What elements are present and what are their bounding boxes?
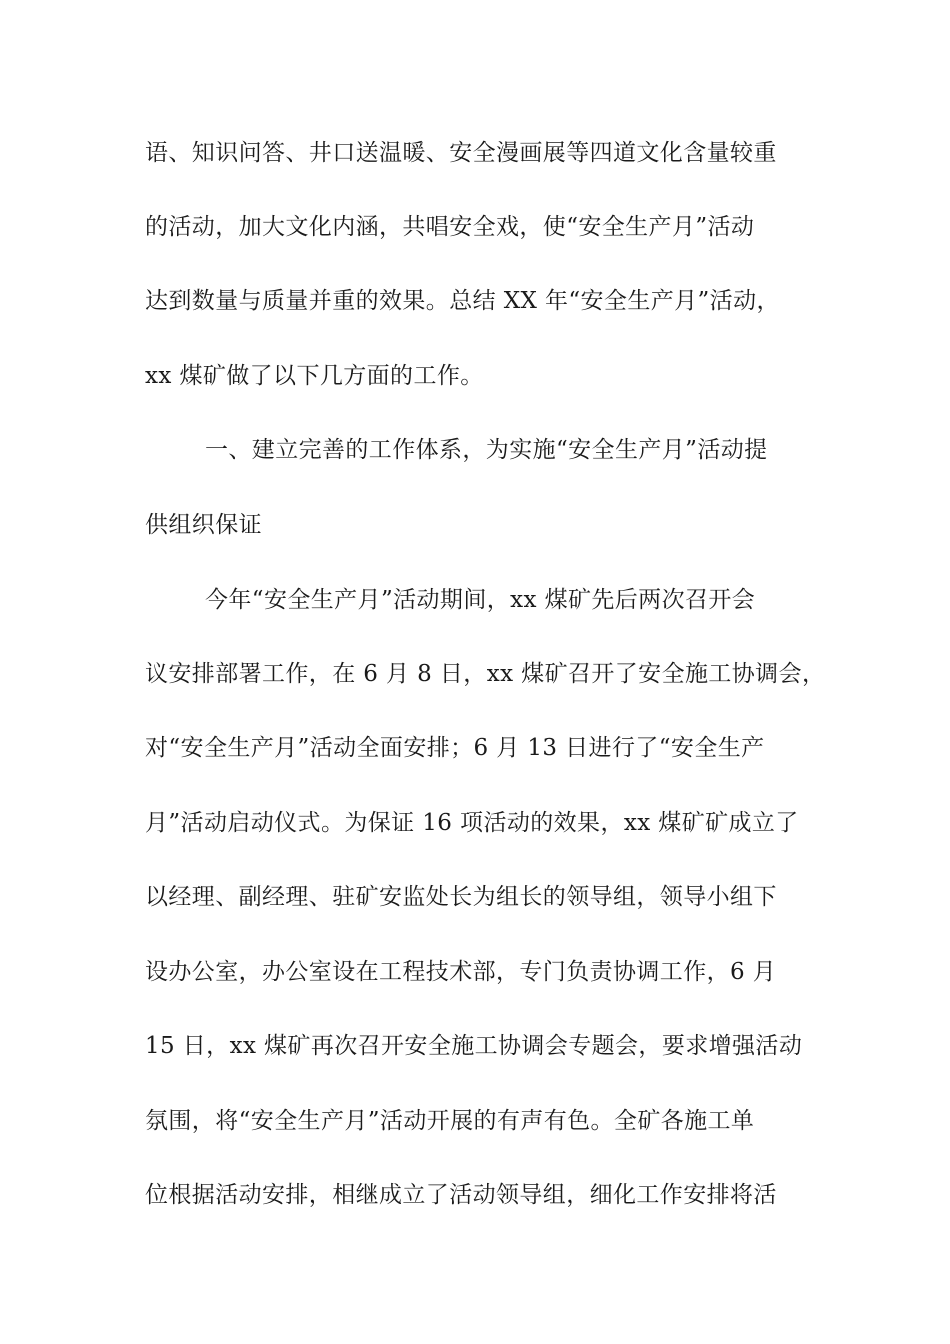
text-line: 氛围，将“安全生产月”活动开展的有声有色。全矿各施工单 — [145, 1108, 755, 1134]
section-heading-line: 供组织保证 — [145, 512, 262, 538]
text-line: 对“安全生产月”活动全面安排；6 月 13 日进行了“安全生产 — [145, 735, 765, 761]
text-line: 今年“安全生产月”活动期间，xx 煤矿先后两次召开会 — [205, 587, 756, 613]
text-line: 语、知识问答、井口送温暖、安全漫画展等四道文化含量较重 — [145, 140, 777, 166]
text-line: 达到数量与质量并重的效果。总结 XX 年“安全生产月”活动， — [145, 288, 780, 314]
text-line: 位根据活动安排，相继成立了活动领导组，细化工作安排将活 — [145, 1182, 777, 1208]
text-line: 设办公室，办公室设在工程技术部，专门负责协调工作，6 月 — [145, 959, 777, 985]
section-heading-line: 一、建立完善的工作体系，为实施“安全生产月”活动提 — [205, 437, 768, 463]
text-line: 以经理、副经理、驻矿安监处长为组长的领导组，领导小组下 — [145, 884, 777, 910]
text-line: 议安排部署工作，在 6 月 8 日，xx 煤矿召开了安全施工协调会， — [145, 661, 826, 687]
text-line: 月”活动启动仪式。为保证 16 项活动的效果，xx 煤矿矿成立了 — [145, 810, 799, 836]
text-line: 的活动，加大文化内涵，共唱安全戏，使“安全生产月”活动 — [145, 214, 755, 240]
text-line: xx 煤矿做了以下几方面的工作。 — [145, 363, 484, 389]
text-line: 15 日，xx 煤矿再次召开安全施工协调会专题会，要求增强活动 — [145, 1033, 803, 1059]
